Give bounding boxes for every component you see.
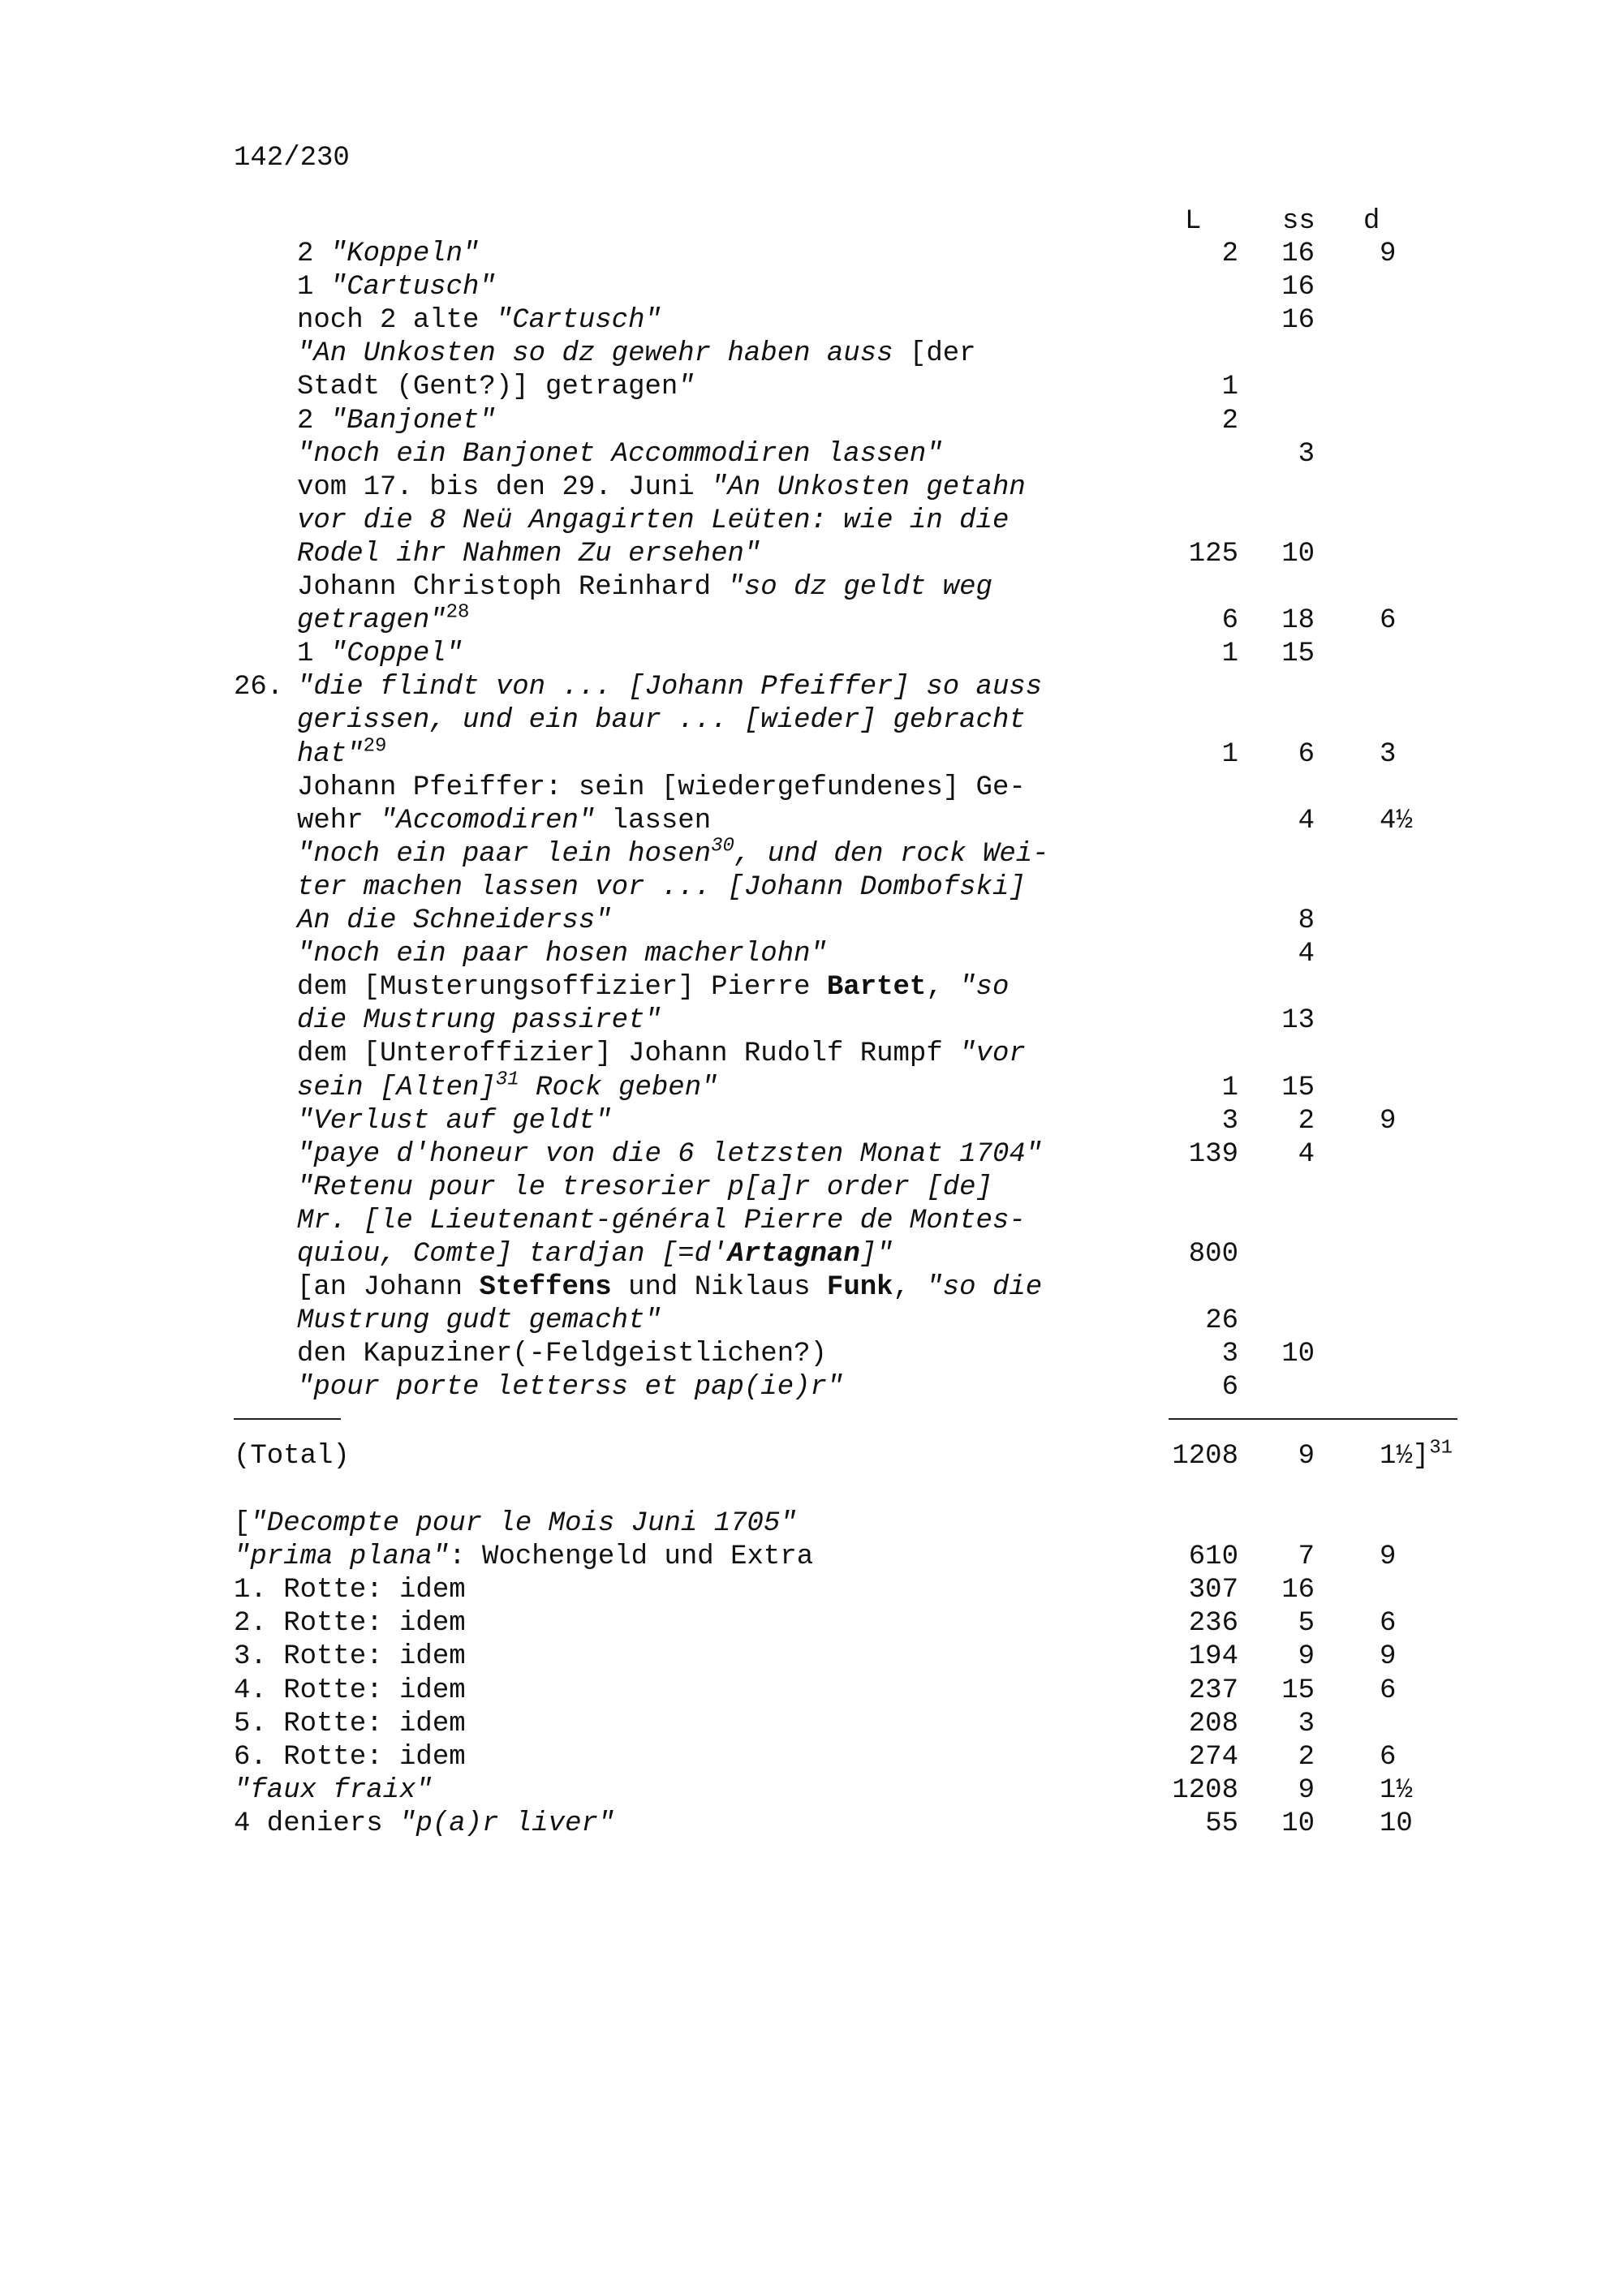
row-description xyxy=(297,471,1026,505)
short-divider-left xyxy=(234,1418,341,1420)
total-livres: 1208 xyxy=(1172,1441,1238,1472)
ledger-row xyxy=(0,704,1623,737)
text-run: hat" xyxy=(297,738,364,770)
ledger-row xyxy=(0,1675,1623,1708)
row-description xyxy=(297,1271,1042,1305)
amount-sous: 8 xyxy=(1298,905,1315,936)
row-description xyxy=(297,601,470,638)
ledger-row xyxy=(0,1004,1623,1038)
amount-sous: 9 xyxy=(1298,1641,1315,1673)
amount-livres: 6 xyxy=(1221,1372,1238,1404)
amount-livres: 1 xyxy=(1221,1072,1238,1103)
text-run: "Verlust auf geldt" xyxy=(297,1105,612,1137)
ledger-row xyxy=(0,405,1623,438)
text-run: getragen" xyxy=(297,605,446,637)
amount-livres: 3 xyxy=(1221,1339,1238,1370)
amount-deniers: 10 xyxy=(1380,1808,1413,1839)
amount-sous: 10 xyxy=(1281,1808,1315,1839)
amount-sous: 4 xyxy=(1298,805,1315,836)
row-description xyxy=(297,1105,612,1138)
date-number: 26. xyxy=(234,672,284,703)
text-run: Johann Pfeiffer: sein [wiedergefundenes] Ge- xyxy=(297,772,1026,803)
amount-deniers: 6 xyxy=(1380,1675,1397,1706)
text-run: 3. Rotte: idem xyxy=(234,1641,466,1673)
amount-livres: 236 xyxy=(1188,1608,1238,1640)
amount-livres: 2 xyxy=(1221,239,1238,269)
row-description xyxy=(297,1338,827,1371)
row-description xyxy=(297,438,943,471)
ledger-row xyxy=(0,1068,1623,1105)
ledger-row xyxy=(0,735,1623,772)
text-run: "noch ein Banjonet Accommodiren lassen" xyxy=(297,438,943,470)
text-run: ter machen lassen vor ... [Johann Dombofski] xyxy=(297,871,1026,903)
ledger-row xyxy=(0,238,1623,271)
text-run: "paye d'honeur von die 6 letzsten Monat 1704" xyxy=(297,1138,1043,1170)
amount-deniers: 9 xyxy=(1380,1641,1397,1673)
ledger-row xyxy=(0,1708,1623,1741)
row-description xyxy=(297,704,1026,737)
text-run: 1 xyxy=(297,272,330,303)
text-run: "so dz geldt weg xyxy=(727,572,992,603)
text-run: Mustrung gudt gemacht" xyxy=(297,1305,661,1337)
text-run: ]" xyxy=(859,1239,893,1270)
ledger-row xyxy=(0,835,1623,871)
ledger-row xyxy=(0,1305,1623,1338)
amount-livres: 1 xyxy=(1221,738,1238,770)
amount-sous: 16 xyxy=(1281,272,1315,303)
text-run: 1 xyxy=(297,638,330,670)
text-run: "Banjonet" xyxy=(329,405,496,436)
ledger-row xyxy=(0,1205,1623,1238)
amount-livres: 307 xyxy=(1188,1575,1238,1606)
amount-sous: 2 xyxy=(1298,1741,1315,1773)
row-description xyxy=(234,1507,797,1541)
ledger-row xyxy=(0,371,1623,404)
row-description xyxy=(297,538,760,571)
amount-sous: 4 xyxy=(1298,1138,1315,1170)
text-run: "so die xyxy=(926,1272,1043,1304)
row-description xyxy=(297,638,463,671)
ledger-row xyxy=(0,1271,1623,1305)
text-run: "Decompte pour le Mois Juni 1705" xyxy=(250,1508,797,1539)
ledger-row xyxy=(0,638,1623,671)
ledger-row xyxy=(0,971,1623,1004)
row-description xyxy=(297,671,1042,704)
text-run: : Wochengeld und Extra xyxy=(449,1541,814,1573)
row-description xyxy=(297,905,612,938)
total-footnote-ref: 31 xyxy=(1429,1437,1453,1460)
text-run: dem [Unteroffizier] Johann Rudolf Rumpf xyxy=(297,1038,960,1070)
text-run: dem [Musterungsoffizier] Pierre xyxy=(297,972,827,1004)
amount-livres: 610 xyxy=(1188,1541,1238,1573)
amount-livres: 2 xyxy=(1221,405,1238,436)
text-run: 2. Rotte: idem xyxy=(234,1608,466,1640)
ledger-row xyxy=(0,772,1623,805)
ledger-row xyxy=(0,1774,1623,1808)
amount-deniers: 3 xyxy=(1380,738,1397,770)
text-run: "Cartusch" xyxy=(495,305,661,337)
text-run: 5. Rotte: idem xyxy=(234,1708,466,1739)
text-run: 1. Rotte: idem xyxy=(234,1575,466,1606)
row-description xyxy=(297,371,695,404)
ledger-row xyxy=(0,1541,1623,1574)
row-description xyxy=(297,772,1026,805)
amount-livres: 274 xyxy=(1188,1741,1238,1773)
amount-sous: 9 xyxy=(1298,1774,1315,1806)
amount-livres: 800 xyxy=(1188,1239,1238,1270)
row-description xyxy=(234,1607,466,1640)
row-description xyxy=(297,1371,843,1404)
text-run: "Coppel" xyxy=(329,638,463,670)
row-description xyxy=(297,1138,1042,1172)
column-header-sous: ss xyxy=(1282,206,1315,237)
row-description xyxy=(297,938,827,971)
row-description xyxy=(297,571,992,604)
ledger-row xyxy=(0,671,1623,704)
row-description xyxy=(297,304,661,338)
text-run: , xyxy=(893,1272,927,1304)
row-description xyxy=(297,338,976,371)
text-run: Rock geben" xyxy=(519,1072,718,1103)
text-run: Stadt (Gent?)] getragen xyxy=(297,372,678,403)
amount-deniers: 6 xyxy=(1380,605,1397,637)
amount-livres: 1 xyxy=(1221,638,1238,670)
amount-sous: 2 xyxy=(1298,1105,1315,1137)
amount-deniers: 1½ xyxy=(1380,1774,1413,1806)
row-description xyxy=(234,1640,466,1674)
row-description xyxy=(297,835,1049,871)
row-description xyxy=(297,1004,661,1038)
row-description xyxy=(234,1808,614,1841)
ledger-row xyxy=(0,1238,1623,1271)
row-description xyxy=(297,1068,718,1105)
text-run: An die Schneiderss" xyxy=(297,905,612,936)
footnote-ref: 28 xyxy=(446,601,470,624)
amount-livres: 194 xyxy=(1188,1641,1238,1673)
text-run: die Mustrung passiret" xyxy=(297,1005,661,1037)
amount-deniers: 9 xyxy=(1380,239,1397,269)
column-header-deniers: d xyxy=(1363,206,1380,237)
text-run: lassen xyxy=(595,805,712,836)
amount-sous: 16 xyxy=(1281,305,1315,337)
row-description xyxy=(297,1172,992,1205)
amount-sous: 6 xyxy=(1298,738,1315,770)
ledger-row xyxy=(0,871,1623,905)
text-run: vor die 8 Neü Angagirten Leüten: wie in die xyxy=(297,505,1010,536)
ledger-row xyxy=(0,805,1623,838)
text-run: "vor xyxy=(959,1038,1026,1070)
row-description xyxy=(297,238,479,271)
amount-sous: 15 xyxy=(1281,1072,1315,1103)
amount-sous: 7 xyxy=(1298,1541,1315,1573)
row-description xyxy=(297,805,711,838)
ledger-row xyxy=(0,1138,1623,1172)
total-row xyxy=(0,1437,1623,1473)
total-deniers-value: 1½] xyxy=(1380,1441,1430,1472)
amount-sous: 3 xyxy=(1298,438,1315,470)
footnote-ref: 29 xyxy=(363,735,387,758)
row-description xyxy=(297,271,496,304)
text-run: "noch ein paar hosen macherlohn" xyxy=(297,939,827,970)
text-run: , xyxy=(926,972,960,1004)
text-run: Artagnan xyxy=(727,1239,860,1270)
text-run: "Accomodiren" xyxy=(380,805,596,836)
ledger-row xyxy=(0,1038,1623,1071)
text-run: 4. Rotte: idem xyxy=(234,1675,466,1706)
ledger-row xyxy=(0,271,1623,304)
text-run: "faux fraix" xyxy=(234,1774,433,1806)
text-run: "Cartusch" xyxy=(329,272,496,303)
text-run: "Retenu pour le tresorier p[a]r order [de] xyxy=(297,1172,992,1203)
ledger-row xyxy=(0,538,1623,571)
ledger-row xyxy=(0,1105,1623,1138)
amount-livres: 208 xyxy=(1188,1708,1238,1739)
text-run: "die flindt von ... [Johann Pfeiffer] so auss xyxy=(297,672,1043,703)
ledger-row xyxy=(0,1507,1623,1541)
amount-sous: 18 xyxy=(1281,605,1315,637)
row-description xyxy=(234,1774,433,1808)
text-run: 6. Rotte: idem xyxy=(234,1741,466,1773)
row-description xyxy=(234,1708,466,1741)
row-description xyxy=(234,1741,466,1774)
ledger-row xyxy=(0,601,1623,638)
text-run: [ xyxy=(234,1508,251,1539)
text-run: wehr xyxy=(297,805,381,836)
amount-livres: 237 xyxy=(1188,1675,1238,1706)
text-run: "pour porte letterss et pap(ie)r" xyxy=(297,1372,844,1404)
ledger-row xyxy=(0,1371,1623,1404)
footnote-ref: 31 xyxy=(495,1068,519,1091)
ledger-row xyxy=(0,438,1623,471)
text-run: "prima plana" xyxy=(234,1541,450,1573)
text-run: Johann Christoph Reinhard xyxy=(297,572,728,603)
amount-sous: 10 xyxy=(1281,538,1315,570)
amount-sous: 13 xyxy=(1281,1005,1315,1037)
row-description xyxy=(297,1238,893,1271)
page-number: 142/230 xyxy=(234,143,350,174)
ledger-row xyxy=(0,505,1623,538)
amount-sous: 3 xyxy=(1298,1708,1315,1739)
text-run: Rodel ihr Nahmen Zu ersehen" xyxy=(297,538,761,570)
amount-livres: 139 xyxy=(1188,1138,1238,1170)
ledger-row xyxy=(0,304,1623,338)
column-header-livres: L xyxy=(1185,206,1202,237)
text-run: Bartet xyxy=(826,972,927,1004)
row-description xyxy=(297,1305,661,1338)
amount-livres: 6 xyxy=(1221,605,1238,637)
text-run: , und den rock Wei- xyxy=(734,838,1049,870)
text-run: "p(a)r liver" xyxy=(399,1808,615,1839)
text-run: 4 deniers xyxy=(234,1808,400,1839)
total-deniers xyxy=(1380,1437,1453,1473)
text-run: [der xyxy=(893,338,976,370)
amount-livres: 26 xyxy=(1205,1305,1238,1337)
text-run: "Koppeln" xyxy=(329,239,480,269)
text-run: den Kapuziner(-Feldgeistlichen?) xyxy=(297,1339,827,1370)
row-description xyxy=(297,1205,1026,1238)
amount-deniers: 9 xyxy=(1380,1105,1397,1137)
ledger-row xyxy=(0,1338,1623,1371)
ledger-row xyxy=(0,1640,1623,1674)
text-run: vom 17. bis den 29. Juni xyxy=(297,471,712,503)
amount-sous: 10 xyxy=(1281,1339,1315,1370)
total-label: (Total) xyxy=(234,1441,350,1472)
text-run: sein [Alten] xyxy=(297,1072,496,1103)
text-run: "noch ein paar lein hosen xyxy=(297,838,712,870)
row-description xyxy=(297,405,496,438)
text-run: [an Johann xyxy=(297,1272,480,1304)
amount-sous: 5 xyxy=(1298,1608,1315,1640)
ledger-row xyxy=(0,338,1623,371)
amount-livres: 55 xyxy=(1205,1808,1238,1839)
text-run: noch 2 alte xyxy=(297,305,496,337)
footnote-ref: 30 xyxy=(711,835,734,858)
text-run: Steffens xyxy=(479,1272,612,1304)
ledger-row xyxy=(0,905,1623,938)
ledger-row xyxy=(0,938,1623,971)
amount-sous: 16 xyxy=(1281,1575,1315,1606)
amount-livres: 125 xyxy=(1188,538,1238,570)
amount-deniers: 6 xyxy=(1380,1608,1397,1640)
ledger-row xyxy=(0,1574,1623,1607)
text-run: "so xyxy=(959,972,1010,1004)
ledger-row xyxy=(0,1808,1623,1841)
text-run: 2 xyxy=(297,405,330,436)
amount-deniers: 4½ xyxy=(1380,805,1413,836)
text-run: 2 xyxy=(297,239,330,269)
row-description xyxy=(234,1675,466,1708)
sum-divider-line xyxy=(1169,1418,1457,1420)
ledger-row xyxy=(0,471,1623,505)
amount-deniers: 9 xyxy=(1380,1541,1397,1573)
amount-livres: 3 xyxy=(1221,1105,1238,1137)
ledger-row xyxy=(0,1172,1623,1205)
amount-livres: 1 xyxy=(1221,372,1238,403)
row-description xyxy=(234,1574,466,1607)
text-run: und Niklaus xyxy=(611,1272,827,1304)
text-run: gerissen, und ein baur ... [wieder] gebracht xyxy=(297,705,1026,737)
row-description xyxy=(234,1541,813,1574)
amount-sous: 16 xyxy=(1281,239,1315,269)
text-run: Funk xyxy=(826,1272,893,1304)
amount-sous: 15 xyxy=(1281,638,1315,670)
text-run: " xyxy=(678,372,695,403)
amount-livres: 1208 xyxy=(1172,1774,1238,1806)
row-description xyxy=(297,1038,1026,1071)
ledger-row xyxy=(0,571,1623,604)
amount-sous: 15 xyxy=(1281,1675,1315,1706)
text-run: "An Unkosten so dz gewehr haben auss xyxy=(297,338,893,370)
row-description xyxy=(297,505,1009,538)
row-description xyxy=(297,871,1026,905)
text-run: "An Unkosten getahn xyxy=(711,471,1026,503)
ledger-row xyxy=(0,1741,1623,1774)
amount-deniers: 6 xyxy=(1380,1741,1397,1773)
row-description xyxy=(297,735,387,772)
total-sous: 9 xyxy=(1298,1441,1315,1472)
text-run: quiou, Comte] tardjan [=d' xyxy=(297,1239,728,1270)
ledger-row xyxy=(0,1607,1623,1640)
row-description xyxy=(297,971,1009,1004)
amount-sous: 4 xyxy=(1298,939,1315,970)
text-run: Mr. [le Lieutenant-général Pierre de Montes- xyxy=(297,1205,1026,1236)
